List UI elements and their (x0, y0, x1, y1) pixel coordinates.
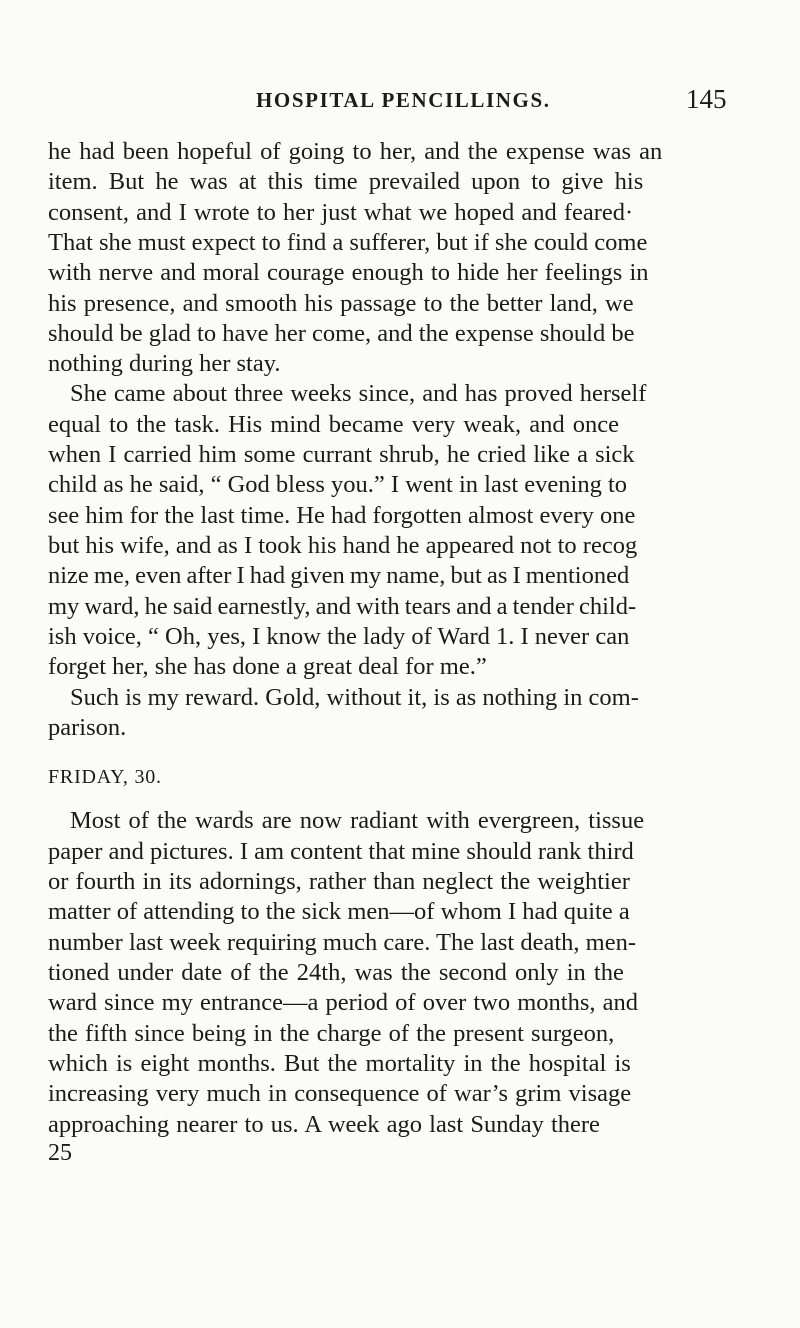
text-line: when I carried him some currant shrub, he cried like a sick (48, 441, 635, 468)
text-line: he had been hopeful of going to her, and the expense was an (48, 138, 663, 165)
text-line: parison. (48, 714, 127, 741)
text-line: his presence, and smooth his passage to the better land, we (48, 290, 634, 317)
text-line: with nerve and moral courage enough to hide her feelings in (48, 259, 649, 286)
text-line: tioned under date of the 24th, was the second only in the (48, 959, 624, 986)
text-line: item. But he was at this time prevailed upon to give his (48, 168, 644, 195)
text-line: my ward, he said earnestly, and with tears and a tender child- (48, 593, 637, 620)
section-date: FRIDAY, 30. (48, 766, 162, 788)
text-line: number last week requiring much care. The last death, men- (48, 929, 637, 956)
text-line: nize me, even after I had given my name, but as I mentioned (48, 562, 630, 589)
text-line: nothing during her stay. (48, 350, 281, 377)
text-line: approaching nearer to us. A week ago last Sunday there (48, 1111, 600, 1138)
text-line: Such is my reward. Gold, without it, is as nothing in com- (70, 684, 639, 711)
running-head (256, 84, 756, 118)
text-line: ish voice, “ Oh, yes, I know the lady of Ward 1. I never can (48, 623, 630, 650)
text-line: forget her, she has done a great deal for me.” (48, 653, 487, 680)
text-line: ward since my entrance—a period of over two months, and (48, 989, 639, 1016)
running-title: HOSPITAL PENCILLINGS. (256, 88, 551, 112)
text-line: child as he said, “ God bless you.” I went in last evening to (48, 471, 628, 498)
text-line: equal to the task. His mind became very weak, and once (48, 411, 620, 438)
text-line: see him for the last time. He had forgotten almost every one (48, 502, 636, 529)
text-line: or fourth in its adornings, rather than neglect the weightier (48, 868, 630, 895)
page-number: 145 (686, 84, 727, 114)
text-line: matter of attending to the sick men—of whom I had quite a (48, 898, 630, 925)
text-line: Most of the wards are now radiant with evergreen, tissue (70, 807, 645, 834)
text-line: but his wife, and as I took his hand he appeared not to recog (48, 532, 638, 559)
text-line: She came about three weeks since, and has proved herself (70, 380, 647, 407)
text-line: the fifth since being in the charge of the present surgeon, (48, 1020, 615, 1047)
text-line: should be glad to have her come, and the expense should be (48, 320, 635, 347)
text-line: increasing very much in consequence of war’s grim visage (48, 1080, 632, 1107)
text-line: paper and pictures. I am content that mine should rank third (48, 838, 634, 865)
text-line: consent, and I wrote to her just what we hoped and feared· (48, 199, 634, 226)
text-line: which is eight months. But the mortality in the hospital is (48, 1050, 631, 1077)
signature-mark: 25 (48, 1140, 72, 1166)
text-line: That she must expect to find a sufferer, but if she could come (48, 229, 648, 256)
